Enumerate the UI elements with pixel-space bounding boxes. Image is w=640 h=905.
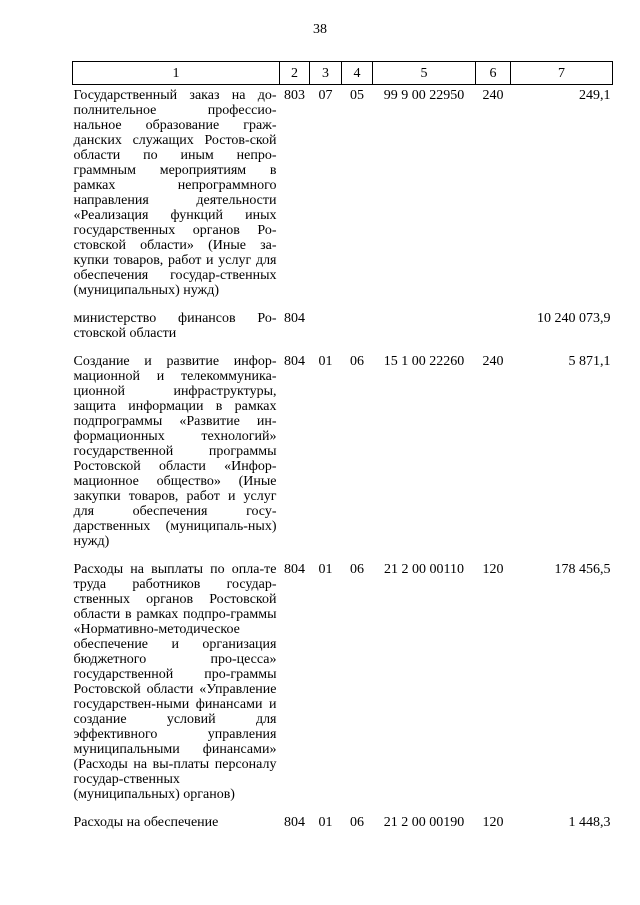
- row-target-article-code: 99 9 00 22950: [383, 88, 465, 103]
- table-row: [73, 308, 613, 351]
- row-section-code: 01: [318, 562, 333, 577]
- row-expense-type-code: [476, 308, 511, 351]
- row-department-code: 804: [284, 815, 305, 830]
- page-number: 38: [313, 22, 327, 37]
- column-header-5: 5: [373, 62, 476, 85]
- row-subsection-code: 06: [350, 562, 364, 577]
- row-department-code: 804: [284, 311, 305, 326]
- row-amount: 249,1: [579, 88, 611, 103]
- row-amount: 1 448,3: [568, 815, 611, 830]
- row-description: Расходы на выплаты по опла-те труда работников государ-ственных органов Ростовской области в рамках подпро-граммы «Нормативно-методическое обеспечение и организация бюджетного про-цесса» государственной про-граммы Ростовской области «Управление государствен-ными финансами и создание условий для эффективного управления муниципальными финансами» (Расходы на вы-платы персоналу государ-ственных (муниципальных) органов): [73, 562, 277, 802]
- column-header-3: 3: [310, 62, 342, 85]
- column-header-2: 2: [280, 62, 310, 85]
- budget-table: [72, 61, 613, 840]
- table-row: [73, 559, 613, 812]
- column-header-1: 1: [73, 62, 280, 85]
- column-header-6: 6: [476, 62, 511, 85]
- row-department-code: 804: [284, 354, 305, 369]
- row-subsection-code: 06: [350, 354, 364, 369]
- row-section-code: [310, 308, 342, 351]
- row-subsection-code: [342, 308, 373, 351]
- row-section-code: 07: [318, 88, 333, 103]
- row-expense-type-code: 120: [482, 815, 504, 830]
- row-section-code: 01: [318, 815, 333, 830]
- row-description: Государственный заказ на до-полнительное профессио-нальное образование граж-данских служащих Ростов-ской области по иным непро-граммным мероприятиям в рамках непрограммного направления деятельности «Реализация функций иных государственных органов Ро-стовской области» (Иные за-купки товаров, работ и услуг для обеспечения государ-ственных (муниципальных) нужд): [73, 88, 277, 298]
- row-amount: 10 240 073,9: [537, 311, 611, 326]
- row-department-code: 803: [284, 88, 305, 103]
- row-expense-type-code: 120: [482, 562, 504, 577]
- row-description: министерство финансов Ро-стовской области: [73, 311, 277, 341]
- row-amount: 5 871,1: [568, 354, 611, 369]
- column-header-4: 4: [342, 62, 373, 85]
- table-header-row: [73, 62, 613, 85]
- row-subsection-code: 06: [350, 815, 364, 830]
- row-description: Расходы на обеспечение: [73, 815, 219, 830]
- row-subsection-code: 05: [350, 88, 364, 103]
- row-amount: 178 456,5: [554, 562, 611, 577]
- row-department-code: 804: [284, 562, 305, 577]
- row-section-code: 01: [318, 354, 333, 369]
- row-target-article-code: [373, 308, 476, 351]
- row-expense-type-code: 240: [482, 354, 504, 369]
- row-target-article-code: 15 1 00 22260: [383, 354, 465, 369]
- table-row: [73, 85, 613, 309]
- row-target-article-code: 21 2 00 00190: [383, 815, 465, 830]
- column-header-7: 7: [511, 62, 613, 85]
- row-target-article-code: 21 2 00 00110: [384, 562, 464, 577]
- row-expense-type-code: 240: [482, 88, 504, 103]
- table-row: [73, 812, 613, 840]
- table-row: [73, 351, 613, 559]
- row-description: Создание и развитие инфор-мационной и телекоммуника-ционной инфраструктуры, защита информации в рамках подпрограммы «Развитие ин-формационных технологий» государственной программы Ростовской области «Инфор-мационное общество» (Иные закупки товаров, работ и услуг для обеспечения госу-дарственных (муниципаль-ных) нужд): [73, 354, 277, 549]
